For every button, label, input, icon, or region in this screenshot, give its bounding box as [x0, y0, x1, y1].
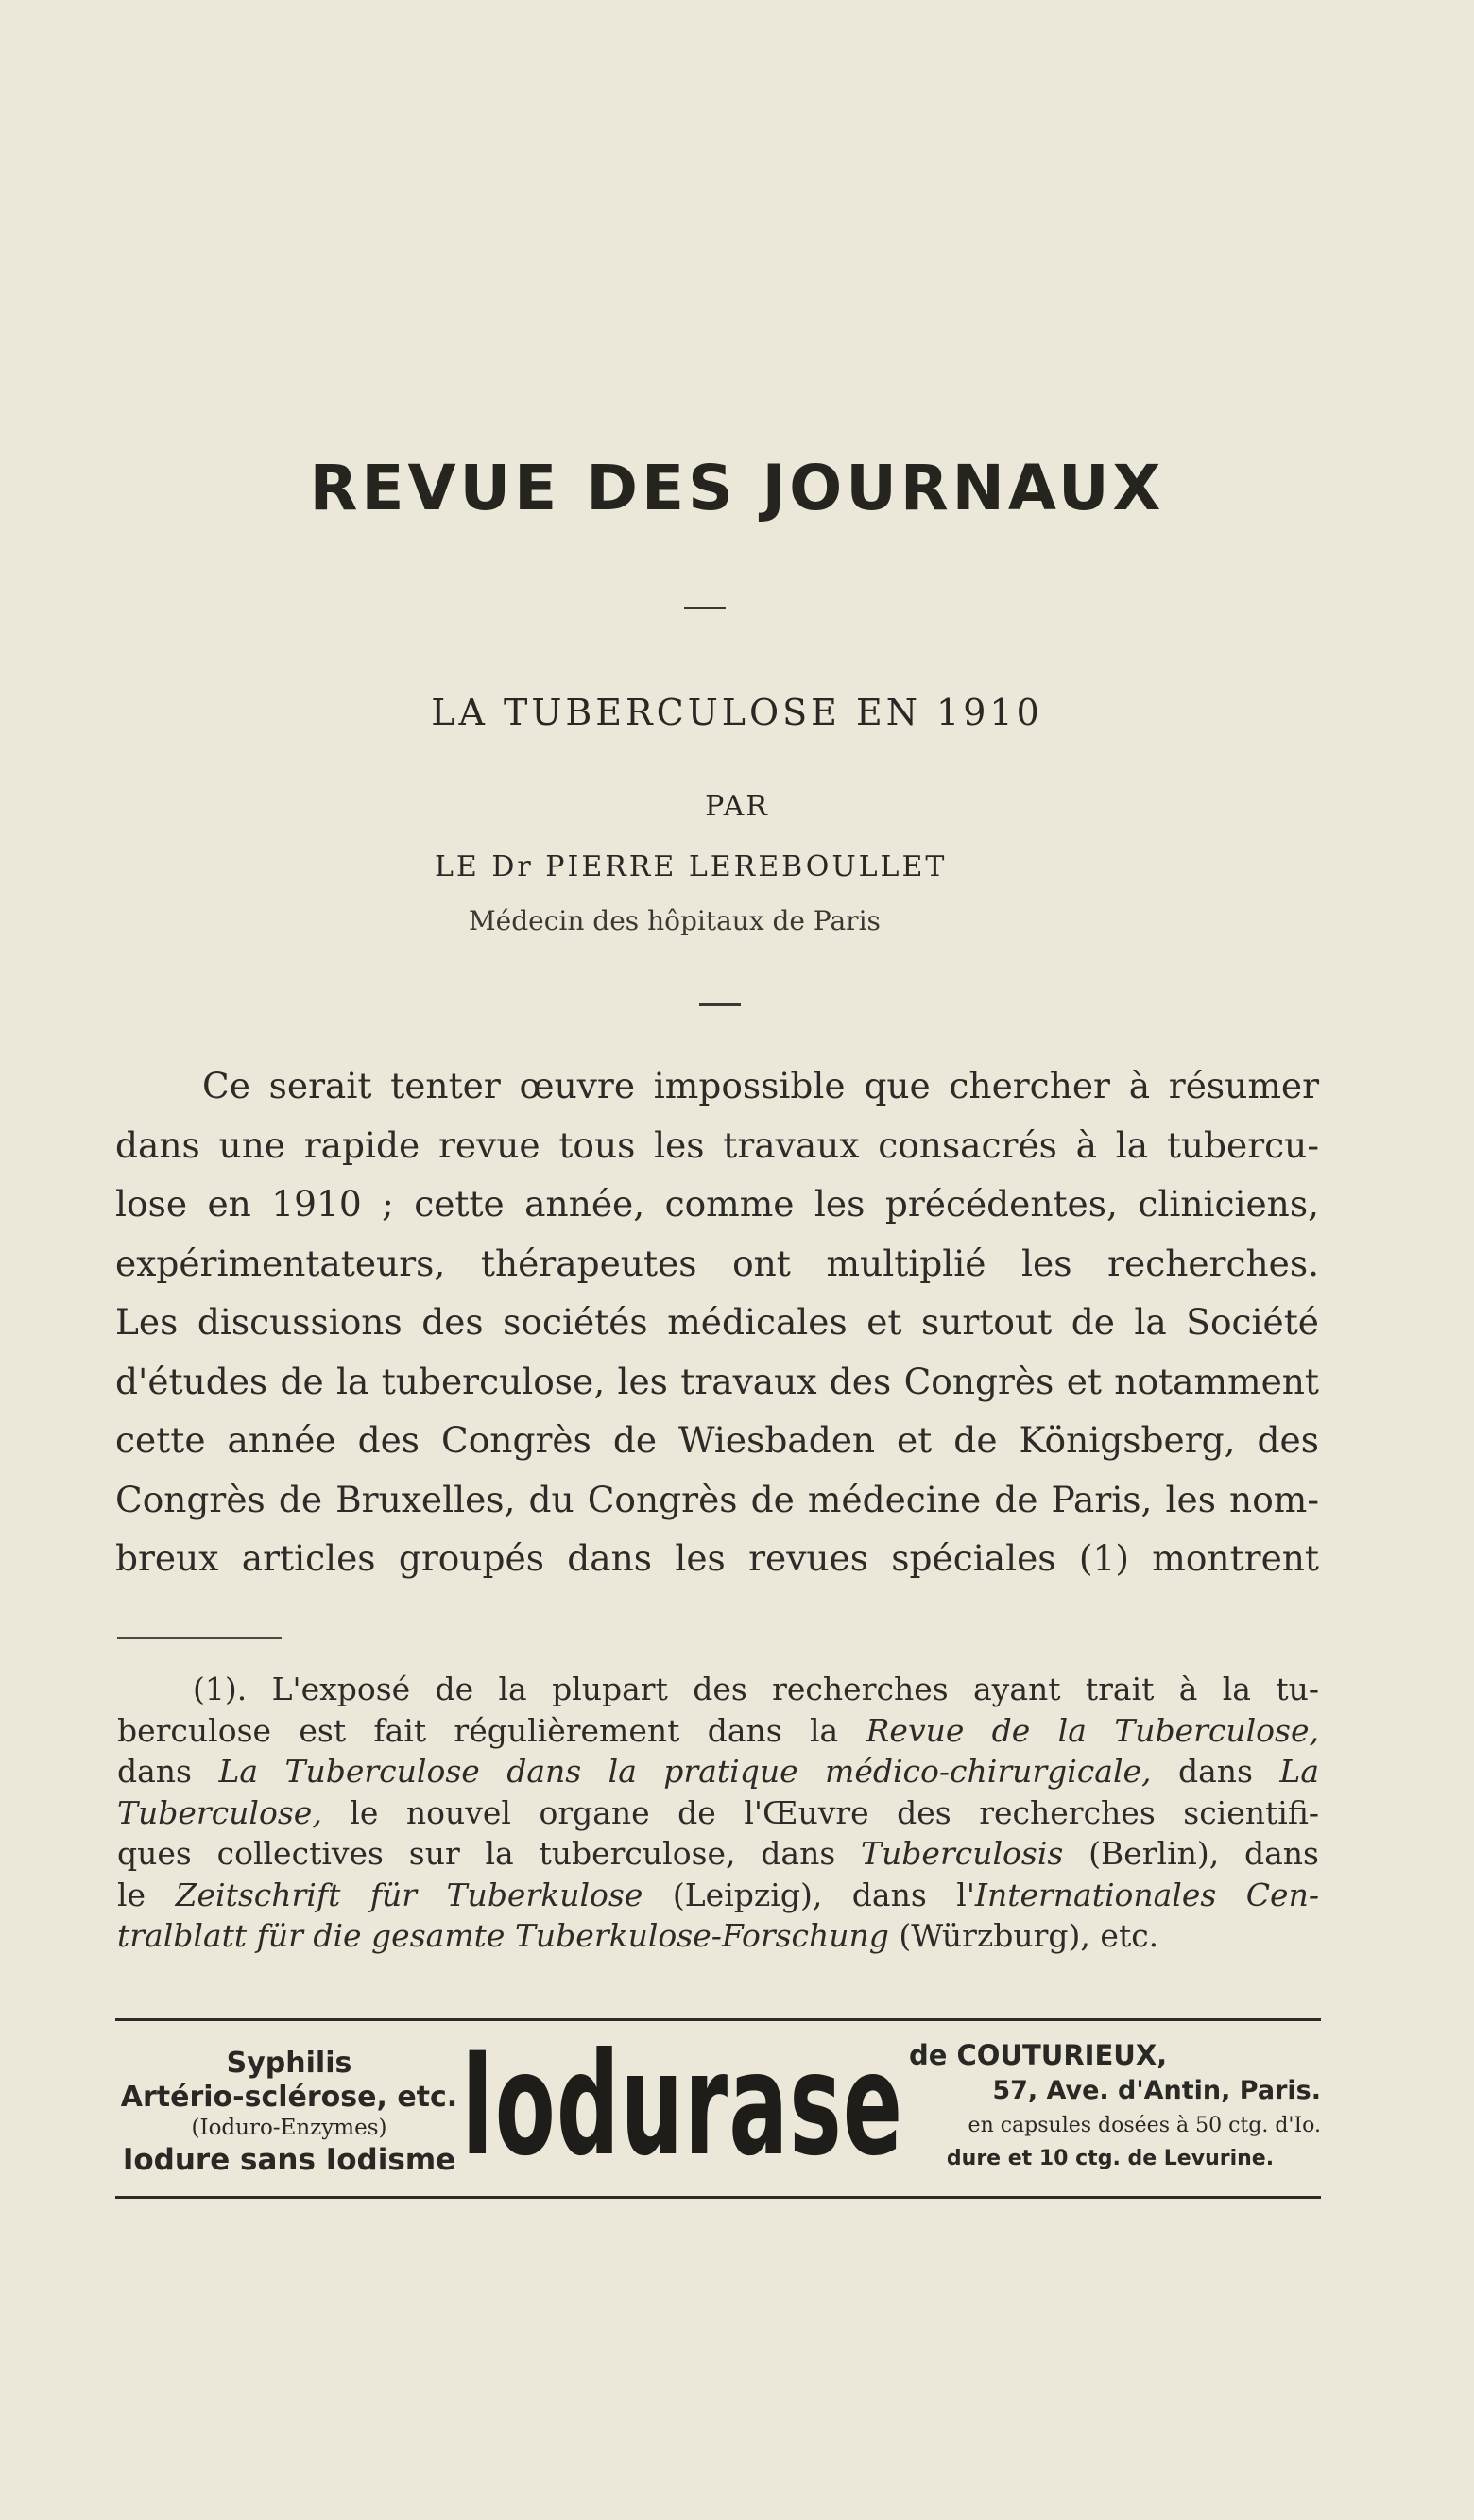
author-dash [699, 1003, 741, 1006]
body-line: Les discussions des sociétés médicales et surtout de la Société [115, 1301, 1319, 1343]
advert-line: 57, Ave. d'Antin, Paris. [992, 2076, 1321, 2105]
footnote-rule [117, 1637, 282, 1639]
by-line: PAR [705, 790, 769, 823]
advert-right-text [900, 2037, 1321, 2175]
advert-line: (Ioduro-Enzymes) [191, 2116, 387, 2140]
advert-top-rule [115, 2018, 1321, 2021]
footnote-line: le Zeitschrift für Tuberkulose (Leipzig), dans l'Internationales Cen- [117, 1876, 1319, 1913]
advert-line: en capsules dosées à 50 ctg. d'Io. [968, 2114, 1321, 2137]
author-name: LE Dr PIERRE LEREBOULLET [435, 850, 948, 883]
advert-brand-name: Iodurase [461, 2023, 904, 2187]
advert-bottom-rule [115, 2196, 1321, 2199]
section-title: REVUE DES JOURNAUX [309, 452, 1165, 524]
footnote-line: (1). L'exposé de la plupart des recherches ayant trait à la tu- [193, 1671, 1319, 1707]
footnote-line: ques collectives sur la tuberculose, dans Tuberculosis (Berlin), dans [117, 1835, 1319, 1872]
advert-line: Syphilis [226, 2047, 352, 2080]
footnote [117, 1669, 1319, 1957]
advert-line: dure et 10 ctg. de Levurine. [946, 2147, 1275, 2170]
advert-line: de COUTURIEUX, [909, 2039, 1168, 2071]
body-line: d'études de la tuberculose, les travaux des Congrès et notamment [115, 1360, 1319, 1402]
author-affiliation: Médecin des hôpitaux de Paris [469, 905, 881, 936]
body-line: cette année des Congrès de Wiesbaden et de Königsberg, des [115, 1419, 1319, 1461]
body-line: expérimentateurs, thérapeutes ont multiplié les recherches. [115, 1242, 1319, 1284]
advert-left-text [119, 2047, 459, 2179]
advert-line: Iodure sans Iodisme [122, 2143, 456, 2177]
article-title: LA TUBERCULOSE EN 1910 [431, 692, 1043, 733]
title-dash [684, 607, 726, 609]
footnote-line: Tuberculose, le nouvel organe de l'Œuvre des recherches scientifi- [117, 1793, 1319, 1831]
body-line: Ce serait tenter œuvre impossible que chercher à résumer [202, 1065, 1319, 1106]
body-line: Congrès de Bruxelles, du Congrès de médecine de Paris, les nom- [115, 1478, 1319, 1520]
article-body [115, 1056, 1319, 1588]
body-line: lose en 1910 ; cette année, comme les précédentes, cliniciens, [115, 1183, 1319, 1225]
footnote-line: tralblatt für die gesamte Tuberkulose-Forschung (Würzburg), etc. [117, 1917, 1159, 1954]
body-line: dans une rapide revue tous les travaux consacrés à la tubercu- [115, 1123, 1319, 1166]
footnote-line: berculose est fait régulièrement dans la Revue de la Tuberculose, [117, 1711, 1319, 1749]
body-line: breux articles groupés dans les revues spéciales (1) montrent [115, 1537, 1319, 1579]
footnote-line: dans La Tuberculose dans la pratique médico-chirurgicale, dans La [117, 1753, 1320, 1790]
advert-line: Artério-sclérose, etc. [120, 2081, 458, 2114]
